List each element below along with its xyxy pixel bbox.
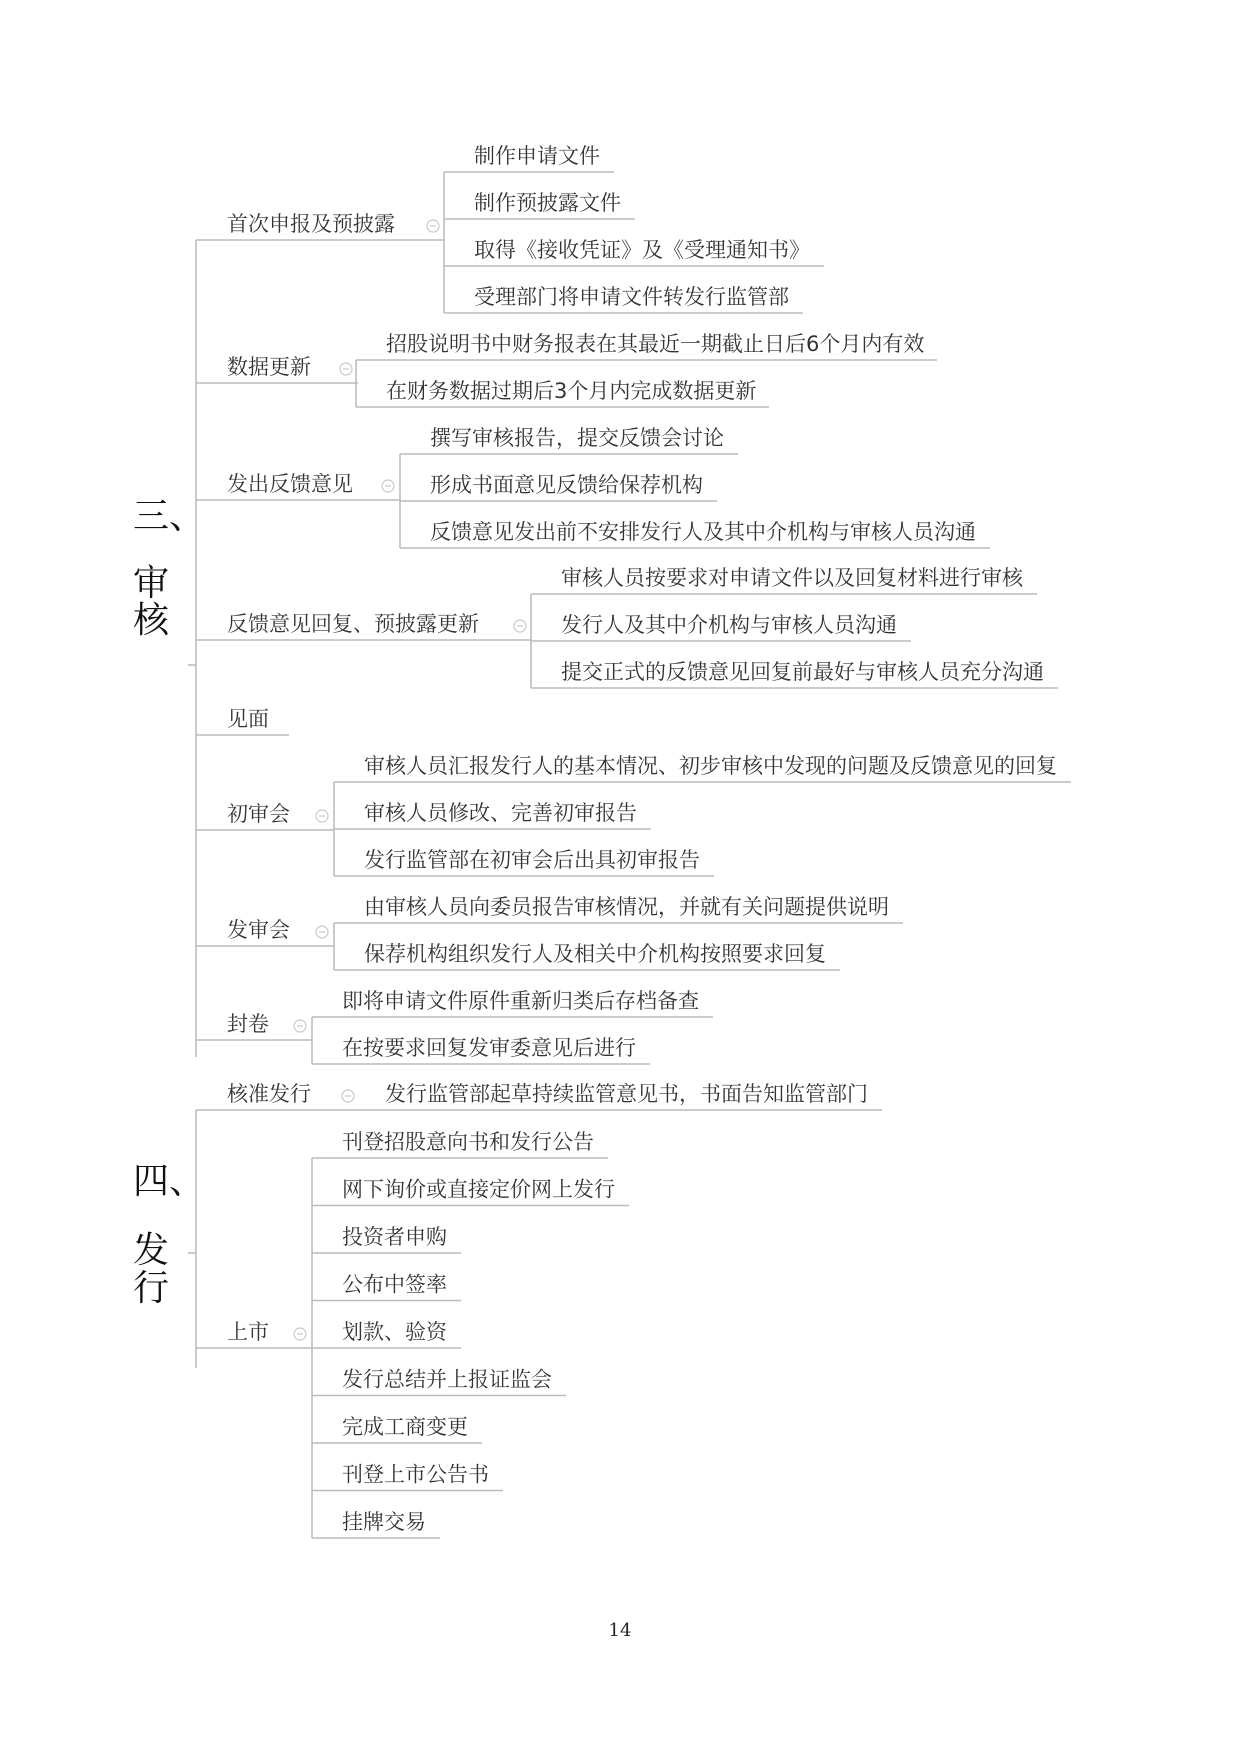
child-label: 网下询价或直接定价网上发行 [342,1177,615,1202]
branch-label: 见面 [227,707,269,731]
child-label: 制作申请文件 [474,144,600,168]
child-label: 发行人及其中介机构与审核人员沟通 [561,613,897,637]
child-label: 完成工商变更 [342,1415,468,1439]
child-label: 撰写审核报告，提交反馈会讨论 [430,426,724,450]
branch-label: 封卷 [227,1012,269,1036]
page-number: 14 [608,1620,632,1641]
branch-label: 发出反馈意见 [227,472,353,496]
child-label: 审核人员汇报发行人的基本情况、初步审核中发现的问题及反馈意见的回复 [364,754,1057,778]
section-label-char: 四、 [133,1161,206,1202]
section-label-char: 审 [133,563,170,604]
child-label: 发行总结并上报证监会 [342,1367,552,1392]
child-label: 发行监管部起草持续监管意见书，书面告知监管部门 [385,1082,868,1106]
child-label: 刊登招股意向书和发行公告 [342,1130,594,1154]
child-label: 取得《接收凭证》及《受理通知书》 [474,238,810,262]
child-label: 发行监管部在初审会后出具初审报告 [364,848,700,872]
child-label: 在财务数据过期后3个月内完成数据更新 [386,379,757,403]
child-label: 投资者申购 [342,1225,447,1249]
child-label: 制作预披露文件 [474,191,621,215]
branch-label: 初审会 [227,802,290,826]
branch-label: 首次申报及预披露 [227,212,395,236]
branch-label: 反馈意见回复、预披露更新 [227,612,479,636]
child-label: 由审核人员向委员报告审核情况，并就有关问题提供说明 [364,895,889,919]
child-label: 反馈意见发出前不安排发行人及其中介机构与审核人员沟通 [430,520,976,544]
child-label: 在按要求回复发审委意见后进行 [342,1036,636,1060]
section-label-char: 行 [133,1268,170,1309]
child-label: 公布中签率 [342,1272,447,1297]
child-label: 保荐机构组织发行人及相关中介机构按照要求回复 [364,942,826,966]
child-label: 审核人员按要求对申请文件以及回复材料进行审核 [561,566,1023,590]
branch-label: 数据更新 [227,355,311,379]
section-label-char: 发 [133,1230,170,1271]
child-label: 形成书面意见反馈给保荐机构 [430,473,703,497]
child-label: 招股说明书中财务报表在其最近一期截止日后6个月内有效 [386,332,925,356]
child-label: 划款、验资 [342,1320,447,1344]
child-label: 受理部门将申请文件转发行监管部 [474,285,789,309]
child-label: 即将申请文件原件重新归类后存档备查 [342,989,699,1013]
branch-label: 核准发行 [227,1082,311,1106]
section-label-char: 三、 [133,496,206,537]
child-label: 审核人员修改、完善初审报告 [364,801,637,825]
branch-label: 发审会 [227,918,290,942]
branch-label: 上市 [227,1320,269,1344]
child-label: 刊登上市公告书 [342,1462,489,1487]
child-label: 挂牌交易 [342,1510,426,1534]
section-label-char: 核 [133,600,170,641]
child-label: 提交正式的反馈意见回复前最好与审核人员充分沟通 [561,660,1044,684]
